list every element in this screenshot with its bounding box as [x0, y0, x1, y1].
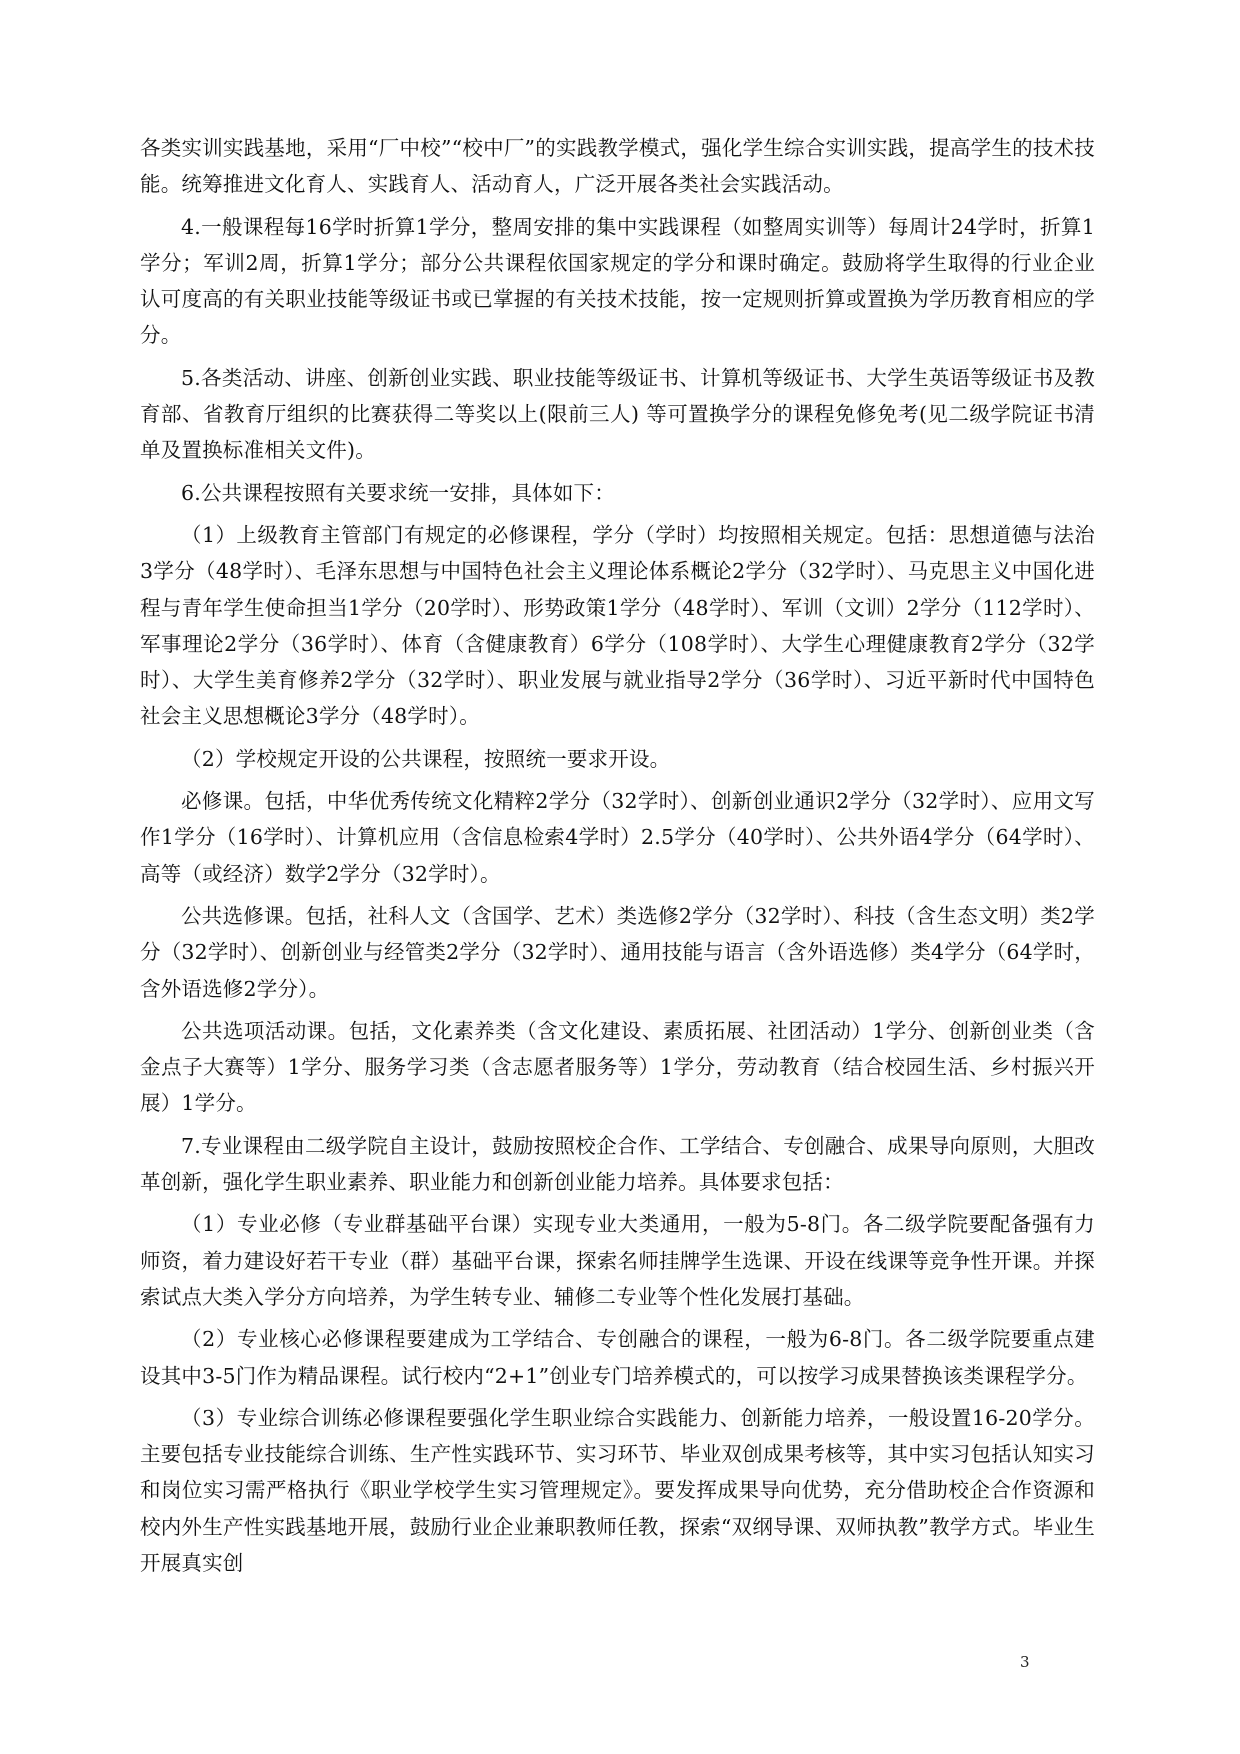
paragraph-comprehensive-training: （3）专业综合训练必修课程要强化学生职业综合实践能力、创新能力培养，一般设置16-20学分。主要包括专业技能综合训练、生产性实践环节、实习环节、毕业双创成果考核等，其中实习包括认知实习和岗位实习需严格执行《职业学校学生实习管理规定》。要发挥成果导向优势，充分借助校企合作资源和校内外生产性实践基地开展，鼓励行业企业兼职教师任教，探索“双纲导课、双师执教”教学方式。毕业生开展真实创 [140, 1405, 1095, 1575]
document-body [140, 130, 1095, 1587]
paragraph-credit-conversion: 4.一般课程每16学时折算1学分，整周安排的集中实践课程（如整周实训等）每周计24学时，折算1学分；军训2周，折算1学分；部分公共课程依国家规定的学分和课时确定。鼓励将学生取得的行业企业认可度高的有关职业技能等级证书或已掌握的有关技术技能，按一定规则折算或置换为学历教育相应的学分。 [140, 214, 1095, 348]
paragraph-practice-bases: 各类实训实践基地，采用“厂中校”“校中厂”的实践教学模式，强化学生综合实训实践，提高学生的技术技能。统筹推进文化育人、实践育人、活动育人，广泛开展各类社会实践活动。 [140, 136, 1095, 197]
paragraph-credit-replacement: 5.各类活动、讲座、创新创业实践、职业技能等级证书、计算机等级证书、大学生英语等级证书及教育部、省教育厅组织的比赛获得二等奖以上(限前三人) 等可置换学分的课程免修免考(见二级学院证书清单及置换标准相关文件)。 [140, 365, 1095, 463]
paragraph-professional-courses: 7.专业课程由二级学院自主设计，鼓励按照校企合作、工学结合、专创融合、成果导向原则，大胆改革创新，强化学生职业素养、职业能力和创新创业能力培养。具体要求包括： [140, 1133, 1095, 1195]
paragraph-mandatory-courses: （1）上级教育主管部门有规定的必修课程，学分（学时）均按照相关规定。包括：思想道德与法治3学分（48学时）、毛泽东思想与中国特色社会主义理论体系概论2学分（32学时）、马克思主义中国化进程与青年学生使命担当1学分（20学时）、形势政策1学分（48学时）、军训（文训）2学分（112学时）、军事理论2学分（36学时）、体育（含健康教育）6学分（108学时）、大学生心理健康教育2学分（32学时）、大学生美育修养2学分（32学时）、职业发展与就业指导2学分（36学时）、习近平新时代中国特色社会主义思想概论3学分（48学时）。 [140, 522, 1095, 729]
paragraph-public-electives: 公共选修课。包括，社科人文（含国学、艺术）类选修2学分（32学时）、科技（含生态文明）类2学分（32学时）、创新创业与经管类2学分（32学时）、通用技能与语言（含外语选修）类4学分（64学时，含外语选修2学分）。 [140, 903, 1095, 1001]
paragraph-required-courses: 必修课。包括，中华优秀传统文化精粹2学分（32学时）、创新创业通识2学分（32学时）、应用文写作1学分（16学时）、计算机应用（含信息检索4学时）2.5学分（40学时）、公共外语4学分（64学时）、高等（或经济）数学2学分（32学时）。 [140, 789, 1095, 886]
paragraph-public-courses-intro: 6.公共课程按照有关要求统一安排，具体如下： [181, 480, 615, 505]
page-number: 3 [1020, 1653, 1030, 1671]
paragraph-school-public-courses: （2）学校规定开设的公共课程，按照统一要求开设。 [181, 746, 671, 771]
paragraph-activity-courses: 公共选项活动课。包括，文化素养类（含文化建设、素质拓展、社团活动）1学分、创新创业类（含金点子大赛等）1学分、服务学习类（含志愿者服务等）1学分，劳动教育（结合校园生活、乡村振兴开展）1学分。 [140, 1018, 1095, 1116]
paragraph-professional-required: （1）专业必修（专业群基础平台课）实现专业大类通用，一般为5-8门。各二级学院要配备强有力师资，着力建设好若干专业（群）基础平台课，探索名师挂牌学生选课、开设在线课等竞争性开课。并探索试点大类入学分方向培养，为学生转专业、辅修二专业等个性化发展打基础。 [140, 1212, 1095, 1309]
paragraph-professional-core: （2）专业核心必修课程要建成为工学结合、专创融合的课程，一般为6-8门。各二级学院要重点建设其中3-5门作为精品课程。试行校内“2+1”创业专门培养模式的，可以按学习成果替换该类课程学分。 [140, 1327, 1095, 1388]
